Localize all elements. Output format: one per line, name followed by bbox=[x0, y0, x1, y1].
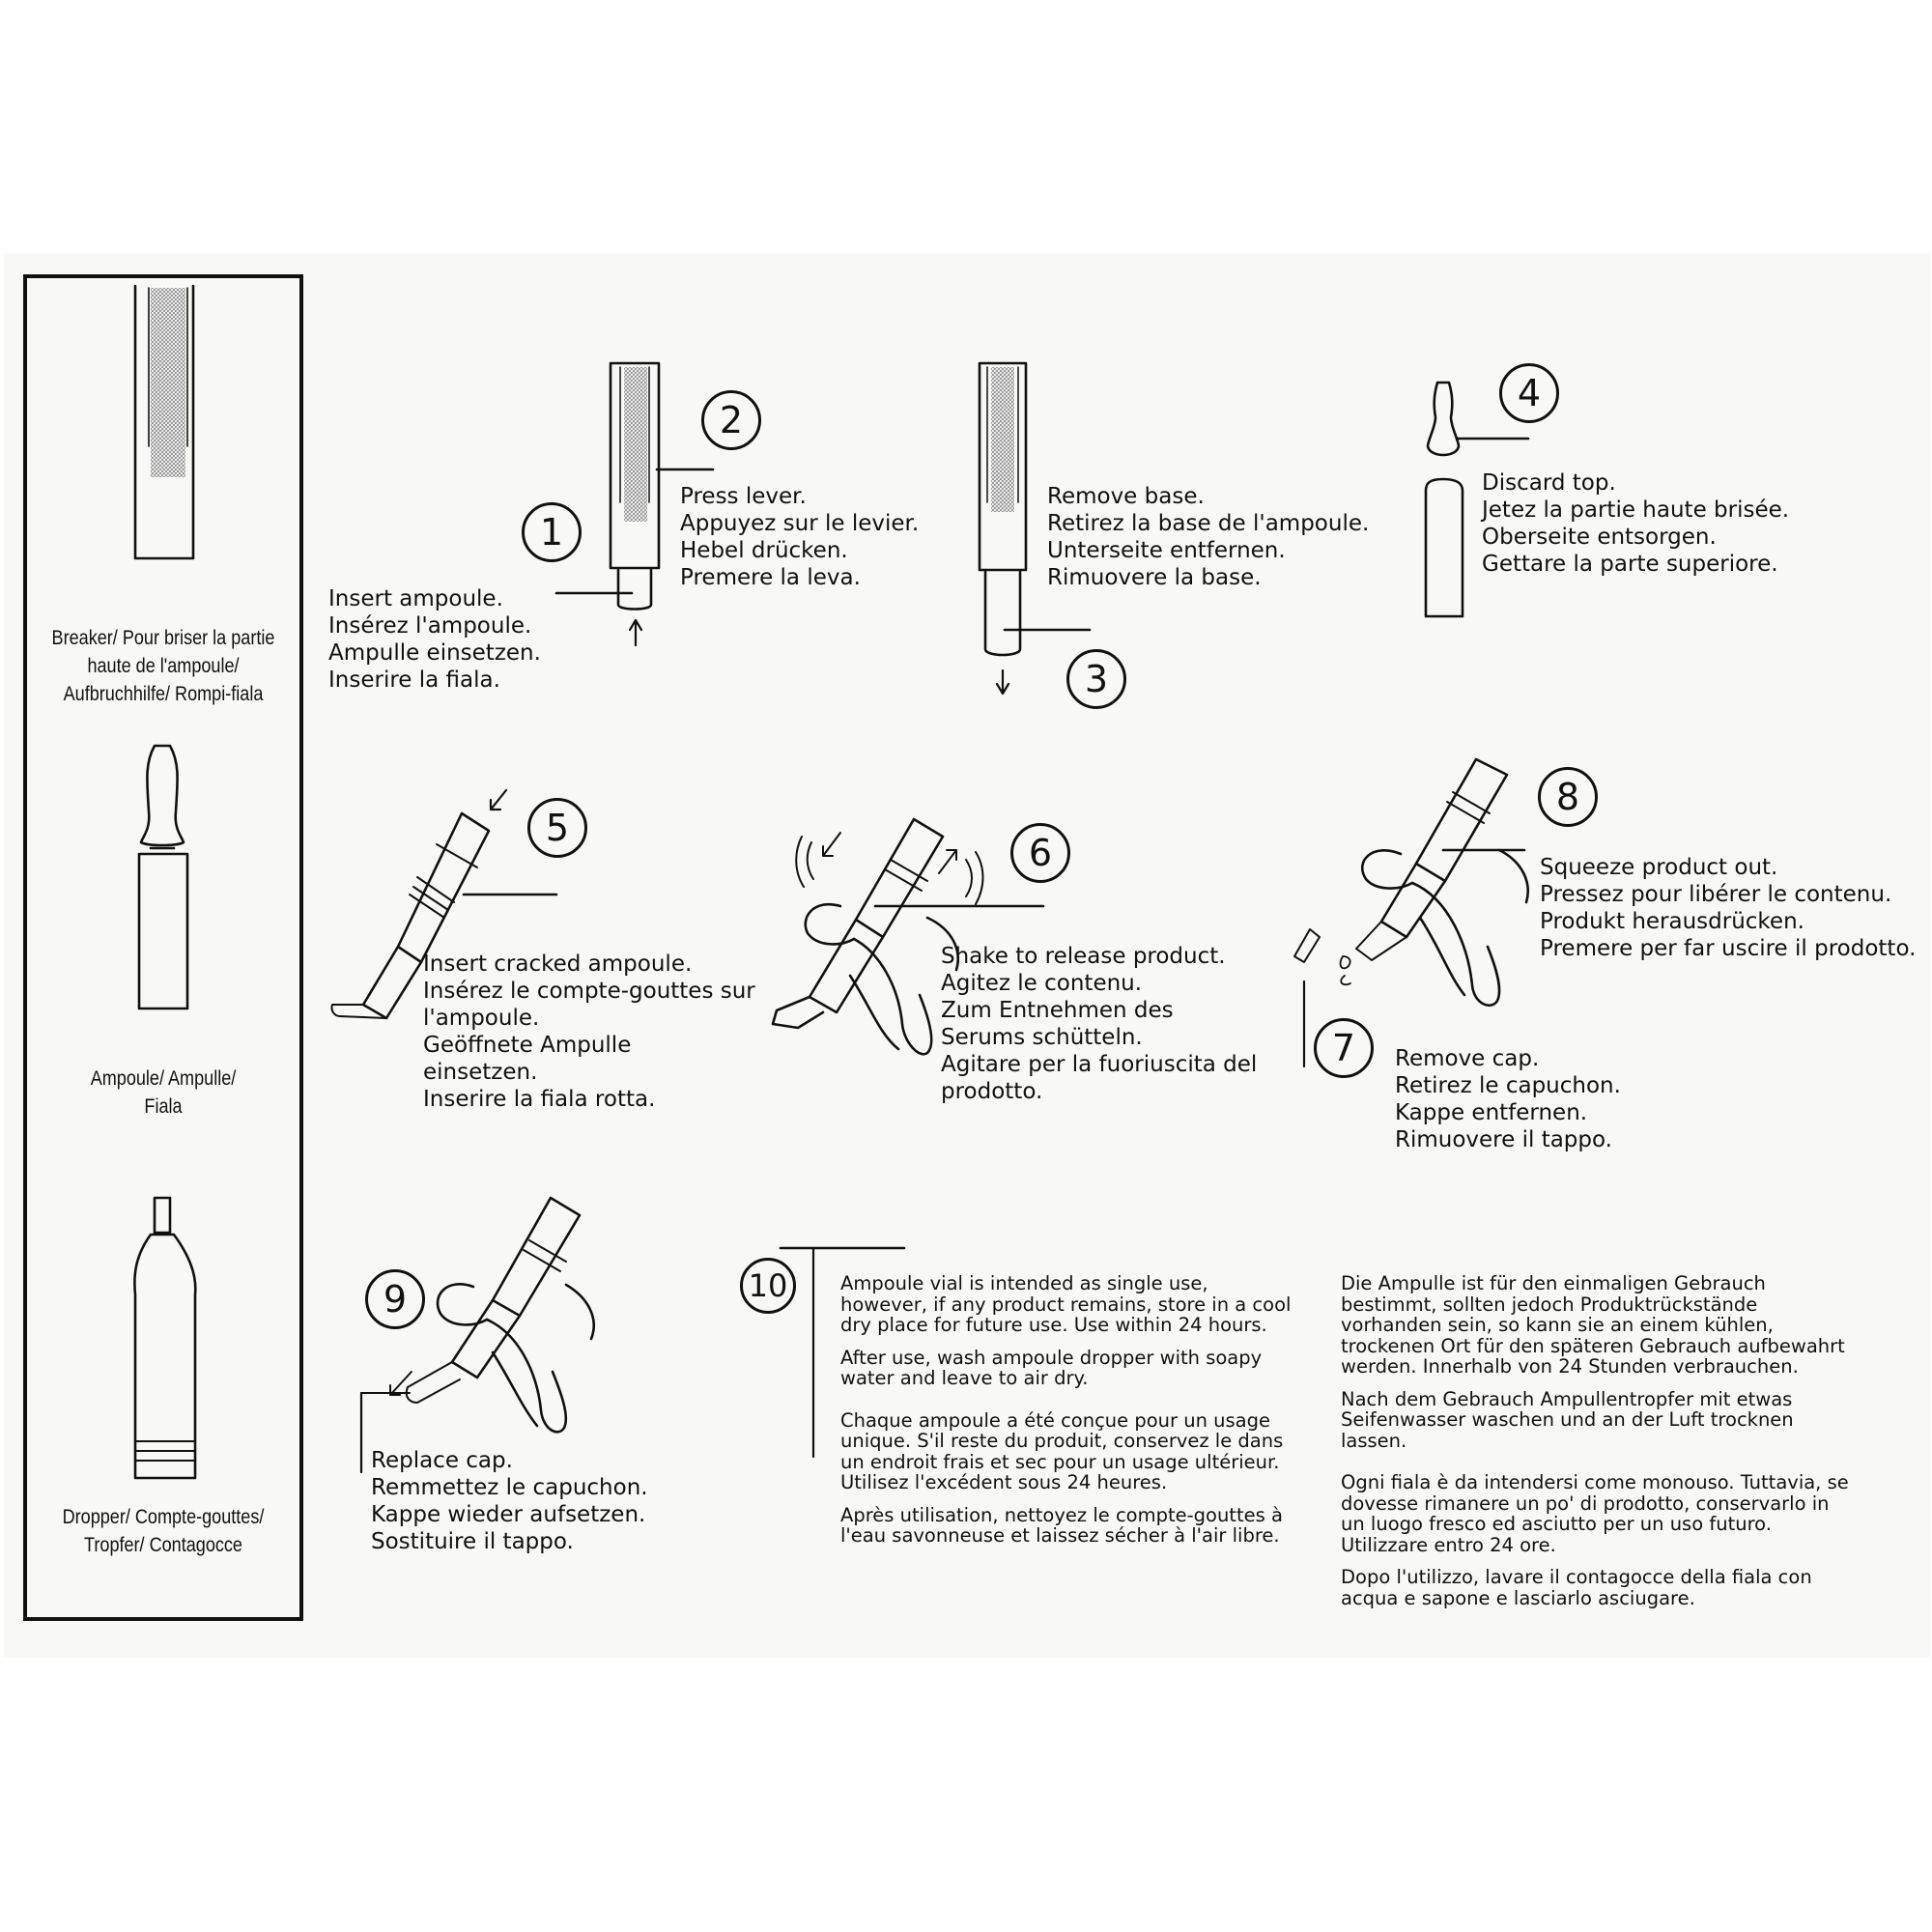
note-line: Utilisez l'excédent sous 24 heures. bbox=[840, 1471, 1168, 1493]
dropper-label bbox=[46, 1503, 281, 1559]
step-text-line: prodotto. bbox=[941, 1079, 1043, 1104]
step-text-line: Geöffnete Ampulle bbox=[423, 1033, 632, 1058]
step-text-line: Inserire la fiala rotta. bbox=[423, 1087, 656, 1112]
step-1-number: 1 bbox=[522, 502, 582, 562]
step-text-line: Premere per far uscire il prodotto. bbox=[1540, 936, 1917, 961]
step-text-line: Appuyez sur le levier. bbox=[680, 511, 920, 536]
ampoule-label bbox=[46, 1065, 281, 1121]
ampoule-illustration bbox=[139, 746, 187, 1009]
note-line: l'eau savonneuse et laissez sécher à l'air libre. bbox=[840, 1524, 1280, 1547]
note-line: however, if any product remains, store in a cool bbox=[840, 1293, 1292, 1316]
note-line: unique. S'il reste du produit, conservez le dans bbox=[840, 1430, 1284, 1452]
note-line: Ampoule vial is intended as single use, bbox=[840, 1272, 1208, 1294]
step-text-line: Gettare la parte superiore. bbox=[1482, 552, 1778, 577]
step-text-line: Insérez le compte-gouttes sur bbox=[423, 979, 755, 1004]
breaker-label bbox=[46, 624, 281, 708]
step-text-line: Produkt herausdrücken. bbox=[1540, 909, 1804, 934]
step-text-line: Discard top. bbox=[1482, 470, 1616, 496]
step-text-line: Rimuovere la base. bbox=[1047, 565, 1262, 590]
note-line: dovesse rimanere un po' di prodotto, conservarlo in bbox=[1341, 1492, 1830, 1515]
notes-de-it bbox=[1341, 1273, 1849, 1608]
step-8-text bbox=[1540, 854, 1916, 962]
notes-en-fr bbox=[840, 1273, 1291, 1547]
note-line: Ogni fiala è da intendersi come monouso. Tuttavia, se bbox=[1341, 1471, 1849, 1493]
ampoule-label-line: Fiala bbox=[144, 1095, 183, 1118]
step-text-line: Ampulle einsetzen. bbox=[328, 640, 541, 666]
step-2-number: 2 bbox=[701, 390, 761, 450]
step-text-line: Kappe wieder aufsetzen. bbox=[371, 1502, 646, 1527]
step-3-text bbox=[1047, 483, 1369, 591]
note-line: After use, wash ampoule dropper with soapy bbox=[840, 1346, 1263, 1369]
step-text-line: Shake to release product. bbox=[941, 944, 1226, 969]
step-4-text bbox=[1482, 469, 1789, 578]
note-line: Utilizzare entro 24 ore. bbox=[1341, 1533, 1556, 1556]
note-line: water and leave to air dry. bbox=[840, 1367, 1089, 1389]
breaker-label-line: Breaker/ Pour briser la partie bbox=[51, 627, 275, 649]
dropper-label-line: Dropper/ Compte-gouttes/ bbox=[62, 1506, 265, 1528]
note-line: Seifenwasser waschen und an der Luft trocknen bbox=[1341, 1408, 1794, 1431]
note-line: un endroit frais et sec pour un usage ultérieur. bbox=[840, 1450, 1280, 1473]
step-text-line: Insert cracked ampoule. bbox=[423, 952, 693, 977]
step-6-text bbox=[941, 943, 1257, 1105]
step-text-line: l'ampoule. bbox=[423, 1006, 540, 1031]
step-text-line: Remove cap. bbox=[1395, 1046, 1540, 1071]
note-line: werden. Innerhalb von 24 Stunden verbrauchen. bbox=[1341, 1355, 1799, 1378]
step-text-line: Pressez pour libérer le contenu. bbox=[1540, 882, 1892, 907]
step-text-line: Remmettez le capuchon. bbox=[371, 1475, 648, 1500]
step-9-text bbox=[371, 1447, 648, 1555]
step-text-line: Hebel drücken. bbox=[680, 538, 848, 563]
note-line: Après utilisation, nettoyez le compte-gouttes à bbox=[840, 1503, 1283, 1526]
note-line: dry place for future use. Use within 24 hours. bbox=[840, 1314, 1267, 1336]
step-text-line: Retirez le capuchon. bbox=[1395, 1073, 1621, 1098]
note-line: bestimmt, sollten jedoch Produktrückstände bbox=[1341, 1293, 1758, 1316]
step-text-line: Jetez la partie haute brisée. bbox=[1482, 497, 1790, 523]
step-8-number: 8 bbox=[1538, 767, 1598, 827]
note-line: acqua e sapone e lasciarlo asciugare. bbox=[1341, 1586, 1695, 1609]
note-line: vorhanden sein, so kann sie an einem kühlen, bbox=[1341, 1314, 1774, 1336]
step-9-number: 9 bbox=[365, 1269, 425, 1329]
step-text-line: Squeeze product out. bbox=[1540, 855, 1778, 880]
note-line: trockenen Ort für den späteren Gebrauch aufbewahrt bbox=[1341, 1334, 1845, 1357]
step-text-line: Insérez l'ampoule. bbox=[328, 613, 532, 639]
note-line: Die Ampulle ist für den einmaligen Gebrauch bbox=[1341, 1272, 1766, 1294]
note-line: un luogo fresco ed asciutto per un uso futuro. bbox=[1341, 1513, 1772, 1535]
step-text-line: Kappe entfernen. bbox=[1395, 1100, 1588, 1125]
step-5-text bbox=[423, 951, 755, 1113]
step-text-line: Retirez la base de l'ampoule. bbox=[1047, 511, 1370, 536]
step-10-number: 10 bbox=[740, 1258, 796, 1314]
note-line: Nach dem Gebrauch Ampullentropfer mit etwas bbox=[1341, 1387, 1793, 1410]
step-text-line: Remove base. bbox=[1047, 484, 1205, 509]
note-line: lassen. bbox=[1341, 1429, 1407, 1452]
step-text-line: Premere la leva. bbox=[680, 565, 861, 590]
ampoule-label-line: Ampoule/ Ampulle/ bbox=[90, 1067, 237, 1090]
step-text-line: Zum Entnehmen des bbox=[941, 998, 1174, 1023]
step-text-line: Oberseite entsorgen. bbox=[1482, 525, 1717, 550]
breaker-label-line: Aufbruchhilfe/ Rompi-fiala bbox=[63, 683, 264, 705]
step-text-line: Rimuovere il tappo. bbox=[1395, 1127, 1612, 1152]
step-4-number: 4 bbox=[1499, 363, 1559, 423]
step-text-line: Insert ampoule. bbox=[328, 586, 503, 611]
step-5-number: 5 bbox=[527, 798, 587, 858]
breaker-label-line: haute de l'ampoule/ bbox=[87, 655, 240, 677]
step-3-number: 3 bbox=[1066, 649, 1126, 709]
step-6-number: 6 bbox=[1010, 823, 1070, 883]
note-line: Chaque ampoule a été conçue pour un usage bbox=[840, 1408, 1270, 1432]
step-1-text bbox=[328, 585, 541, 694]
step-text-line: Serums schütteln. bbox=[941, 1025, 1143, 1050]
step-text-line: Agitare per la fuoriuscita del bbox=[941, 1052, 1258, 1077]
step-text-line: Replace cap. bbox=[371, 1448, 513, 1473]
step-9-device bbox=[361, 1198, 594, 1472]
step-7-text bbox=[1395, 1045, 1621, 1153]
step-text-line: Press lever. bbox=[680, 484, 807, 509]
step-7-number: 7 bbox=[1314, 1018, 1374, 1078]
step-2-text bbox=[680, 483, 919, 591]
step-text-line: einsetzen. bbox=[423, 1060, 538, 1085]
step-text-line: Sostituire il tappo. bbox=[371, 1529, 574, 1554]
dropper-illustration bbox=[134, 1198, 195, 1478]
step-text-line: Inserire la fiala. bbox=[328, 668, 500, 693]
dropper-label-line: Tropfer/ Contagocce bbox=[84, 1534, 242, 1556]
step-text-line: Unterseite entfernen. bbox=[1047, 538, 1286, 563]
breaker-illustration bbox=[135, 286, 193, 558]
note-line: Dopo l'utilizzo, lavare il contagocce della fiala con bbox=[1341, 1566, 1812, 1588]
step-text-line: Agitez le contenu. bbox=[941, 971, 1143, 996]
